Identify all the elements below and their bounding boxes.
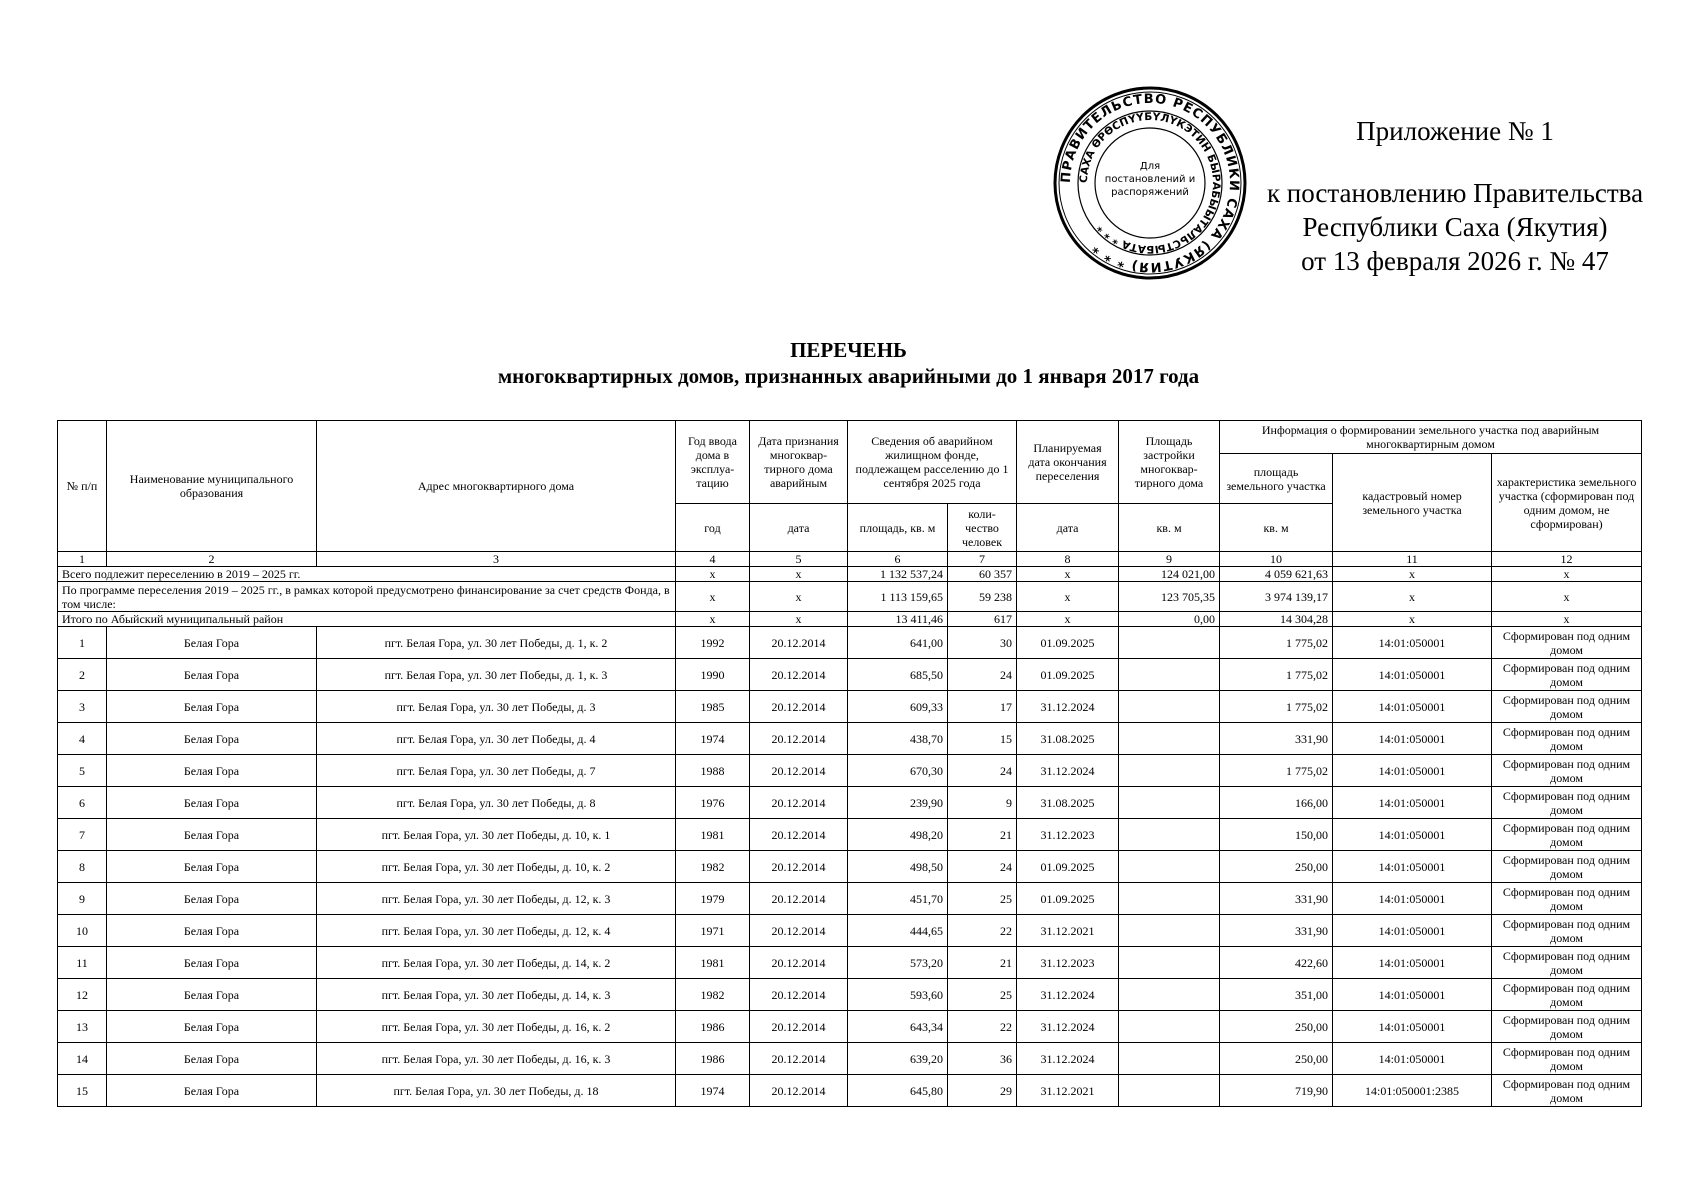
row-planned-end: 01.09.2025 xyxy=(1017,851,1119,883)
row-address: пгт. Белая Гора, ул. 30 лет Победы, д. 1, к. 2 xyxy=(317,627,676,659)
row-planned-end: 31.12.2024 xyxy=(1017,1043,1119,1075)
row-address: пгт. Белая Гора, ул. 30 лет Победы, д. 10, к. 1 xyxy=(317,819,676,851)
row-land-area: 1 775,02 xyxy=(1220,627,1333,659)
row-planned-end: 31.12.2024 xyxy=(1017,979,1119,1011)
row-built-area xyxy=(1119,755,1220,787)
row-address: пгт. Белая Гора, ул. 30 лет Победы, д. 14, к. 3 xyxy=(317,979,676,1011)
row-built-area xyxy=(1119,915,1220,947)
row-number: 3 xyxy=(58,691,107,723)
seal-graphic xyxy=(1052,85,1248,281)
row-number: 6 xyxy=(58,787,107,819)
table-row xyxy=(58,755,1642,787)
row-recognized-date: 20.12.2014 xyxy=(750,659,848,691)
summary-year: x xyxy=(676,582,750,612)
header-land-info: Информация о формировании земельного участка под аварийным многоквартирным домом xyxy=(1220,421,1642,454)
row-year-built: 1986 xyxy=(676,1011,750,1043)
row-planned-end: 31.08.2025 xyxy=(1017,787,1119,819)
row-built-area xyxy=(1119,627,1220,659)
row-recognized-date: 20.12.2014 xyxy=(750,979,848,1011)
row-municipality: Белая Гора xyxy=(107,947,317,979)
row-land-area: 719,90 xyxy=(1220,1075,1333,1107)
row-land-char: Сформирован под одним домом xyxy=(1492,1075,1642,1107)
row-people: 24 xyxy=(948,659,1017,691)
table-row xyxy=(58,915,1642,947)
row-planned-end: 31.12.2023 xyxy=(1017,819,1119,851)
header-unit-date2: дата xyxy=(1017,504,1119,552)
row-planned-end: 31.12.2024 xyxy=(1017,691,1119,723)
row-people: 22 xyxy=(948,1011,1017,1043)
row-land-area: 351,00 xyxy=(1220,979,1333,1011)
row-cadastral: 14:01:050001 xyxy=(1333,755,1492,787)
row-planned-end: 01.09.2025 xyxy=(1017,627,1119,659)
row-people: 22 xyxy=(948,915,1017,947)
summary-area: 13 411,46 xyxy=(848,612,948,627)
row-year-built: 1986 xyxy=(676,1043,750,1075)
summary-year: x xyxy=(676,567,750,582)
row-planned-end: 01.09.2025 xyxy=(1017,659,1119,691)
row-people: 15 xyxy=(948,723,1017,755)
row-address: пгт. Белая Гора, ул. 30 лет Победы, д. 10, к. 2 xyxy=(317,851,676,883)
row-land-char: Сформирован под одним домом xyxy=(1492,723,1642,755)
header-unit-area: площадь, кв. м xyxy=(848,504,948,552)
row-number: 8 xyxy=(58,851,107,883)
row-land-area: 1 775,02 xyxy=(1220,659,1333,691)
row-recognized-date: 20.12.2014 xyxy=(750,883,848,915)
row-year-built: 1981 xyxy=(676,947,750,979)
row-number: 2 xyxy=(58,659,107,691)
appendix-block xyxy=(1230,114,1680,278)
summary-land-char: x xyxy=(1492,567,1642,582)
column-number: 11 xyxy=(1333,552,1492,567)
column-number: 10 xyxy=(1220,552,1333,567)
row-cadastral: 14:01:050001 xyxy=(1333,627,1492,659)
row-cadastral: 14:01:050001 xyxy=(1333,883,1492,915)
row-municipality: Белая Гора xyxy=(107,1011,317,1043)
row-municipality: Белая Гора xyxy=(107,851,317,883)
header-planned-end: Планируемая дата окончания переселения xyxy=(1017,421,1119,504)
row-land-area: 1 775,02 xyxy=(1220,755,1333,787)
row-built-area xyxy=(1119,1075,1220,1107)
row-cadastral: 14:01:050001 xyxy=(1333,787,1492,819)
row-year-built: 1974 xyxy=(676,723,750,755)
row-municipality: Белая Гора xyxy=(107,1075,317,1107)
row-land-area: 1 775,02 xyxy=(1220,691,1333,723)
row-number: 12 xyxy=(58,979,107,1011)
table-row xyxy=(58,979,1642,1011)
row-address: пгт. Белая Гора, ул. 30 лет Победы, д. 18 xyxy=(317,1075,676,1107)
row-number: 4 xyxy=(58,723,107,755)
row-recognized-date: 20.12.2014 xyxy=(750,851,848,883)
seal-inner-text: САХА ӨРӨСПҮҮБҮЛҮКЭТИН БЫРАБЫЫТАЛЬСТЫБАТА * * * xyxy=(1077,110,1223,256)
row-area: 239,90 xyxy=(848,787,948,819)
appendix-decree-ref: к постановлению Правительства xyxy=(1266,178,1644,208)
row-address: пгт. Белая Гора, ул. 30 лет Победы, д. 4 xyxy=(317,723,676,755)
row-number: 7 xyxy=(58,819,107,851)
column-number: 6 xyxy=(848,552,948,567)
row-built-area xyxy=(1119,819,1220,851)
row-land-area: 331,90 xyxy=(1220,915,1333,947)
row-land-area: 150,00 xyxy=(1220,819,1333,851)
row-number: 11 xyxy=(58,947,107,979)
header-unit-people: коли-чество человек xyxy=(948,504,1017,552)
row-planned-end: 31.12.2023 xyxy=(1017,947,1119,979)
summary-land-char: x xyxy=(1492,582,1642,612)
summary-planned-end: x xyxy=(1017,612,1119,627)
row-cadastral: 14:01:050001 xyxy=(1333,1043,1492,1075)
header-address: Адрес многоквартирного дома xyxy=(317,421,676,552)
data-rows xyxy=(58,627,1642,1107)
row-planned-end: 31.08.2025 xyxy=(1017,723,1119,755)
row-people: 24 xyxy=(948,755,1017,787)
row-address: пгт. Белая Гора, ул. 30 лет Победы, д. 14, к. 2 xyxy=(317,947,676,979)
row-cadastral: 14:01:050001 xyxy=(1333,659,1492,691)
row-built-area xyxy=(1119,691,1220,723)
row-built-area xyxy=(1119,883,1220,915)
row-address: пгт. Белая Гора, ул. 30 лет Победы, д. 12, к. 4 xyxy=(317,915,676,947)
seal-center-line2: постановлений и xyxy=(1104,174,1196,185)
header-num: № п/п xyxy=(58,421,107,552)
row-cadastral: 14:01:050001:2385 xyxy=(1333,1075,1492,1107)
row-year-built: 1992 xyxy=(676,627,750,659)
row-land-char: Сформирован под одним домом xyxy=(1492,787,1642,819)
header-built-area: Площадь застройки многоквар-тирного дома xyxy=(1119,421,1220,504)
header-unit-sqm2: кв. м xyxy=(1220,504,1333,552)
summary-area: 1 113 159,65 xyxy=(848,582,948,612)
summary-land-area: 4 059 621,63 xyxy=(1220,567,1333,582)
row-number: 10 xyxy=(58,915,107,947)
row-built-area xyxy=(1119,947,1220,979)
row-area: 498,20 xyxy=(848,819,948,851)
table-row xyxy=(58,851,1642,883)
row-cadastral: 14:01:050001 xyxy=(1333,723,1492,755)
summary-land-char: x xyxy=(1492,612,1642,627)
row-people: 24 xyxy=(948,851,1017,883)
summary-area: 1 132 537,24 xyxy=(848,567,948,582)
row-area: 498,50 xyxy=(848,851,948,883)
summary-cadastral: x xyxy=(1333,612,1492,627)
column-number: 1 xyxy=(58,552,107,567)
table-row xyxy=(58,691,1642,723)
row-land-area: 331,90 xyxy=(1220,883,1333,915)
row-municipality: Белая Гора xyxy=(107,627,317,659)
row-number: 15 xyxy=(58,1075,107,1107)
row-recognized-date: 20.12.2014 xyxy=(750,1075,848,1107)
row-number: 9 xyxy=(58,883,107,915)
row-cadastral: 14:01:050001 xyxy=(1333,819,1492,851)
row-planned-end: 31.12.2024 xyxy=(1017,755,1119,787)
row-year-built: 1988 xyxy=(676,755,750,787)
summary-cadastral: x xyxy=(1333,582,1492,612)
row-people: 9 xyxy=(948,787,1017,819)
row-built-area xyxy=(1119,659,1220,691)
official-seal xyxy=(1052,85,1248,281)
row-municipality: Белая Гора xyxy=(107,659,317,691)
column-number: 5 xyxy=(750,552,848,567)
row-built-area xyxy=(1119,723,1220,755)
summary-built-area: 124 021,00 xyxy=(1119,567,1220,582)
header-year-built: Год ввода дома в эксплуа-тацию xyxy=(676,421,750,504)
row-municipality: Белая Гора xyxy=(107,883,317,915)
row-people: 21 xyxy=(948,947,1017,979)
row-people: 25 xyxy=(948,979,1017,1011)
row-area: 451,70 xyxy=(848,883,948,915)
summary-year: x xyxy=(676,612,750,627)
appendix-number: Приложение № 1 xyxy=(1356,116,1554,146)
row-area: 685,50 xyxy=(848,659,948,691)
row-land-char: Сформирован под одним домом xyxy=(1492,1043,1642,1075)
column-number: 7 xyxy=(948,552,1017,567)
summary-label: Итого по Абыйский муниципальный район xyxy=(58,612,676,627)
row-planned-end: 01.09.2025 xyxy=(1017,883,1119,915)
row-area: 641,00 xyxy=(848,627,948,659)
summary-row xyxy=(58,582,1642,612)
summary-date: x xyxy=(750,567,848,582)
row-year-built: 1979 xyxy=(676,883,750,915)
row-people: 30 xyxy=(948,627,1017,659)
row-municipality: Белая Гора xyxy=(107,691,317,723)
row-address: пгт. Белая Гора, ул. 30 лет Победы, д. 1, к. 3 xyxy=(317,659,676,691)
header-unit-year: год xyxy=(676,504,750,552)
column-number: 9 xyxy=(1119,552,1220,567)
summary-planned-end: x xyxy=(1017,582,1119,612)
table-row xyxy=(58,659,1642,691)
row-address: пгт. Белая Гора, ул. 30 лет Победы, д. 7 xyxy=(317,755,676,787)
appendix-date: от 13 февраля 2026 г. № 47 xyxy=(1301,246,1609,276)
row-area: 670,30 xyxy=(848,755,948,787)
header-unit-sqm: кв. м xyxy=(1119,504,1220,552)
summary-people: 59 238 xyxy=(948,582,1017,612)
summary-land-area: 14 304,28 xyxy=(1220,612,1333,627)
row-number: 14 xyxy=(58,1043,107,1075)
summary-cadastral: x xyxy=(1333,567,1492,582)
row-recognized-date: 20.12.2014 xyxy=(750,819,848,851)
row-land-char: Сформирован под одним домом xyxy=(1492,691,1642,723)
row-built-area xyxy=(1119,1011,1220,1043)
summary-land-area: 3 974 139,17 xyxy=(1220,582,1333,612)
row-year-built: 1985 xyxy=(676,691,750,723)
row-recognized-date: 20.12.2014 xyxy=(750,1011,848,1043)
row-land-char: Сформирован под одним домом xyxy=(1492,947,1642,979)
row-land-char: Сформирован под одним домом xyxy=(1492,915,1642,947)
summary-built-area: 0,00 xyxy=(1119,612,1220,627)
row-area: 609,33 xyxy=(848,691,948,723)
row-cadastral: 14:01:050001 xyxy=(1333,947,1492,979)
row-recognized-date: 20.12.2014 xyxy=(750,627,848,659)
column-number: 8 xyxy=(1017,552,1119,567)
row-area: 643,34 xyxy=(848,1011,948,1043)
seal-outer-text: ПРАВИТЕЛЬСТВО РЕСПУБЛИКИ САХА (ЯКУТИЯ) * * * xyxy=(1058,91,1242,275)
row-municipality: Белая Гора xyxy=(107,787,317,819)
row-people: 25 xyxy=(948,883,1017,915)
summary-planned-end: x xyxy=(1017,567,1119,582)
emergency-housing-table xyxy=(57,420,1642,1107)
row-year-built: 1974 xyxy=(676,1075,750,1107)
row-land-area: 250,00 xyxy=(1220,1043,1333,1075)
column-number-row xyxy=(58,552,1642,567)
column-number: 2 xyxy=(107,552,317,567)
row-recognized-date: 20.12.2014 xyxy=(750,691,848,723)
header-cadastral: кадастровый номер земельного участка xyxy=(1333,454,1492,552)
row-planned-end: 31.12.2024 xyxy=(1017,1011,1119,1043)
header-land-char: характеристика земельного участка (сформирован под одним домом, не сформирован) xyxy=(1492,454,1642,552)
row-cadastral: 14:01:050001 xyxy=(1333,691,1492,723)
row-area: 573,20 xyxy=(848,947,948,979)
table-row xyxy=(58,947,1642,979)
row-municipality: Белая Гора xyxy=(107,819,317,851)
title-subheading: многоквартирных домов, признанных аварийными до 1 января 2017 года xyxy=(497,364,1200,388)
row-recognized-date: 20.12.2014 xyxy=(750,1043,848,1075)
row-people: 21 xyxy=(948,819,1017,851)
row-year-built: 1971 xyxy=(676,915,750,947)
column-number: 3 xyxy=(317,552,676,567)
header-row-1 xyxy=(58,421,1642,454)
row-address: пгт. Белая Гора, ул. 30 лет Победы, д. 8 xyxy=(317,787,676,819)
row-municipality: Белая Гора xyxy=(107,915,317,947)
row-recognized-date: 20.12.2014 xyxy=(750,755,848,787)
row-land-char: Сформирован под одним домом xyxy=(1492,659,1642,691)
table-row xyxy=(58,1043,1642,1075)
table-row xyxy=(58,819,1642,851)
row-land-char: Сформирован под одним домом xyxy=(1492,979,1642,1011)
row-address: пгт. Белая Гора, ул. 30 лет Победы, д. 16, к. 3 xyxy=(317,1043,676,1075)
row-built-area xyxy=(1119,851,1220,883)
row-address: пгт. Белая Гора, ул. 30 лет Победы, д. 12, к. 3 xyxy=(317,883,676,915)
row-area: 438,70 xyxy=(848,723,948,755)
row-year-built: 1982 xyxy=(676,851,750,883)
header-emergency-info: Сведения об аварийном жилищном фонде, подлежащем расселению до 1 сентября 2025 года xyxy=(848,421,1017,504)
row-number: 13 xyxy=(58,1011,107,1043)
row-cadastral: 14:01:050001 xyxy=(1333,979,1492,1011)
row-built-area xyxy=(1119,1043,1220,1075)
row-cadastral: 14:01:050001 xyxy=(1333,1011,1492,1043)
row-recognized-date: 20.12.2014 xyxy=(750,915,848,947)
row-recognized-date: 20.12.2014 xyxy=(750,787,848,819)
row-land-area: 166,00 xyxy=(1220,787,1333,819)
summary-row xyxy=(58,567,1642,582)
row-area: 593,60 xyxy=(848,979,948,1011)
row-land-char: Сформирован под одним домом xyxy=(1492,819,1642,851)
header-recognized-date: Дата признания многоквар-тирного дома аварийным xyxy=(750,421,848,504)
row-land-char: Сформирован под одним домом xyxy=(1492,883,1642,915)
row-area: 645,80 xyxy=(848,1075,948,1107)
row-people: 29 xyxy=(948,1075,1017,1107)
summary-label: По программе переселения 2019 – 2025 гг., в рамках которой предусмотрено финансирование за счет средств Фонда, в том числе: xyxy=(58,582,676,612)
row-land-area: 422,60 xyxy=(1220,947,1333,979)
table-row xyxy=(58,1075,1642,1107)
table-row xyxy=(58,723,1642,755)
row-address: пгт. Белая Гора, ул. 30 лет Победы, д. 3 xyxy=(317,691,676,723)
row-number: 5 xyxy=(58,755,107,787)
row-people: 17 xyxy=(948,691,1017,723)
row-planned-end: 31.12.2021 xyxy=(1017,1075,1119,1107)
summary-label: Всего подлежит переселению в 2019 – 2025 гг. xyxy=(58,567,676,582)
row-land-area: 250,00 xyxy=(1220,1011,1333,1043)
row-cadastral: 14:01:050001 xyxy=(1333,915,1492,947)
row-municipality: Белая Гора xyxy=(107,1043,317,1075)
row-land-area: 250,00 xyxy=(1220,851,1333,883)
seal-center-line1: Для xyxy=(1139,161,1161,172)
row-year-built: 1981 xyxy=(676,819,750,851)
seal-center-line3: распоряжений xyxy=(1111,187,1189,198)
row-built-area xyxy=(1119,979,1220,1011)
row-address: пгт. Белая Гора, ул. 30 лет Победы, д. 16, к. 2 xyxy=(317,1011,676,1043)
row-built-area xyxy=(1119,787,1220,819)
appendix-republic: Республики Саха (Якутия) xyxy=(1302,212,1608,242)
row-municipality: Белая Гора xyxy=(107,979,317,1011)
header-land-area: площадь земельного участка xyxy=(1220,454,1333,504)
table-row xyxy=(58,883,1642,915)
row-recognized-date: 20.12.2014 xyxy=(750,723,848,755)
summary-people: 617 xyxy=(948,612,1017,627)
row-land-char: Сформирован под одним домом xyxy=(1492,1011,1642,1043)
summary-date: x xyxy=(750,612,848,627)
row-recognized-date: 20.12.2014 xyxy=(750,947,848,979)
header-municipality: Наименование муниципального образования xyxy=(107,421,317,552)
table-row xyxy=(58,787,1642,819)
row-area: 444,65 xyxy=(848,915,948,947)
row-cadastral: 14:01:050001 xyxy=(1333,851,1492,883)
table-row xyxy=(58,627,1642,659)
title-heading: ПЕРЕЧЕНЬ xyxy=(790,338,907,362)
column-number: 12 xyxy=(1492,552,1642,567)
row-year-built: 1990 xyxy=(676,659,750,691)
row-year-built: 1982 xyxy=(676,979,750,1011)
row-municipality: Белая Гора xyxy=(107,755,317,787)
row-number: 1 xyxy=(58,627,107,659)
summary-rows xyxy=(58,567,1642,627)
table-row xyxy=(58,1011,1642,1043)
row-year-built: 1976 xyxy=(676,787,750,819)
summary-date: x xyxy=(750,582,848,612)
row-planned-end: 31.12.2021 xyxy=(1017,915,1119,947)
summary-people: 60 357 xyxy=(948,567,1017,582)
header-unit-date: дата xyxy=(750,504,848,552)
column-number: 4 xyxy=(676,552,750,567)
row-municipality: Белая Гора xyxy=(107,723,317,755)
row-land-char: Сформирован под одним домом xyxy=(1492,627,1642,659)
row-land-char: Сформирован под одним домом xyxy=(1492,851,1642,883)
document-title xyxy=(0,337,1697,389)
row-land-area: 331,90 xyxy=(1220,723,1333,755)
row-area: 639,20 xyxy=(848,1043,948,1075)
summary-row xyxy=(58,612,1642,627)
row-land-char: Сформирован под одним домом xyxy=(1492,755,1642,787)
row-people: 36 xyxy=(948,1043,1017,1075)
summary-built-area: 123 705,35 xyxy=(1119,582,1220,612)
